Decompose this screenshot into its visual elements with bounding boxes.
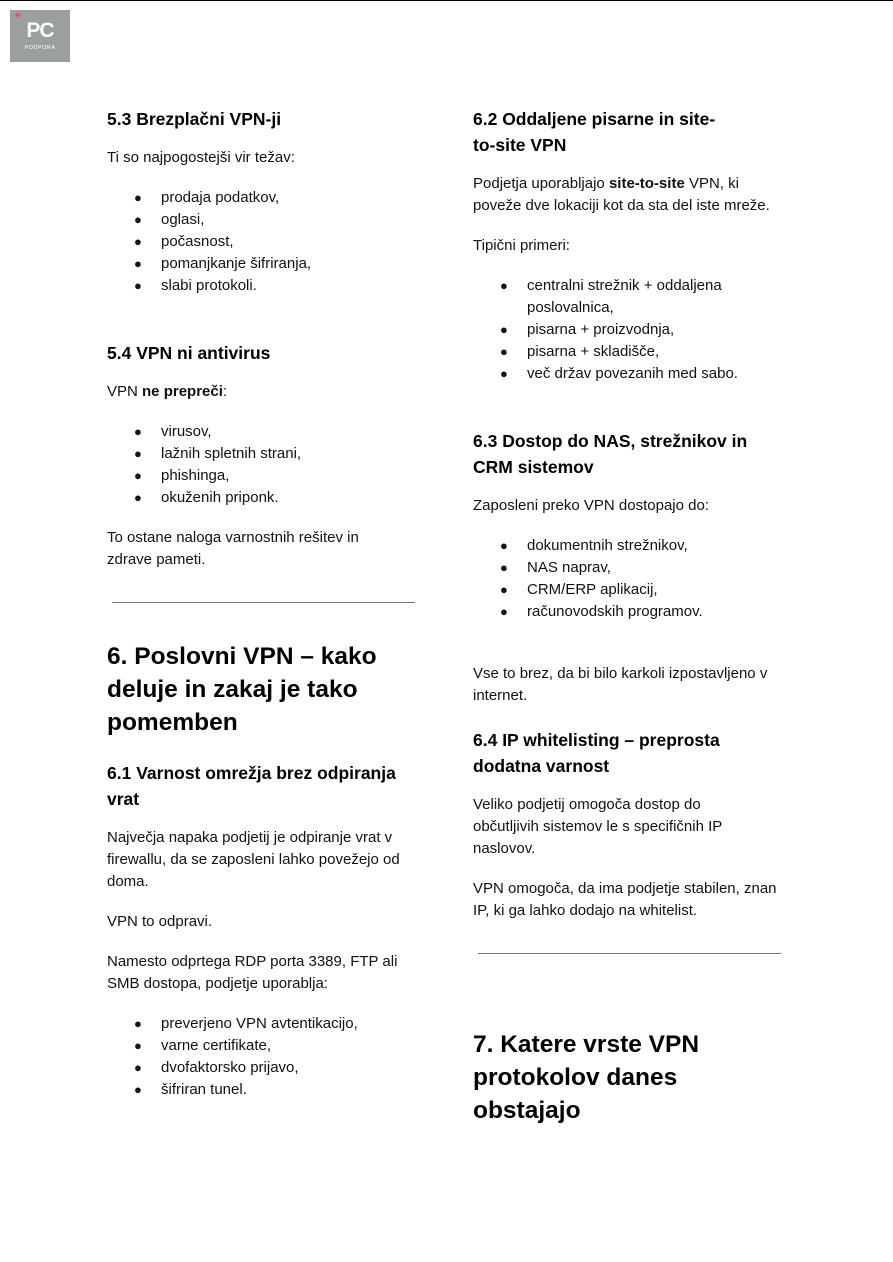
bullet-icon: ●	[134, 1082, 142, 1097]
bullet-icon: ●	[134, 490, 142, 505]
bullet-icon: ●	[134, 1016, 142, 1031]
list-item: ● računovodskih programov.	[473, 601, 793, 623]
bullet-icon: ●	[500, 344, 508, 359]
bullet-icon: ●	[134, 190, 142, 205]
heading-6-4: 6.4 IP whitelisting – preprosta dodatna varnost	[473, 730, 720, 776]
right-column	[473, 106, 793, 1127]
section-divider	[112, 602, 415, 603]
bullet-icon: ●	[134, 446, 142, 461]
bullet-icon: ●	[134, 468, 142, 483]
left-column	[107, 106, 419, 1101]
heading-5-4: 5.4 VPN ni antivirus	[107, 343, 271, 363]
bullet-icon: ●	[500, 560, 508, 575]
paragraph-6-1-c: Namesto odprtega RDP porta 3389, FTP ali SMB dostopa, podjetje uporablja:	[107, 953, 398, 992]
paragraph-6-3-intro: Zaposleni preko VPN dostopajo do:	[473, 497, 709, 514]
paragraph-6-1-a: Največja napaka podjetij je odpiranje vrat v firewallu, da se zaposleni lahko povežejo od doma.	[107, 829, 400, 890]
heading-6-1: 6.1 Varnost omrežja brez odpiranja vrat	[107, 763, 396, 809]
list-item: ● centralni strežnik + oddaljena poslovalnica,	[500, 277, 722, 316]
bullet-icon: ●	[134, 234, 142, 249]
list-item: ● NAS naprav,	[473, 557, 793, 579]
bullet-icon: ●	[500, 278, 508, 293]
pc-podpora-logo	[10, 10, 70, 62]
list-item: ● pomanjkanje šifriranja,	[107, 253, 419, 275]
list-item: ● CRM/ERP aplikacij,	[473, 579, 793, 601]
list-item: ● oglasi,	[107, 209, 419, 231]
list-item: ● šifriran tunel.	[107, 1079, 419, 1101]
list-item: ● preverjeno VPN avtentikacijo,	[107, 1013, 419, 1035]
list-item: ● prodaja podatkov,	[107, 187, 419, 209]
list-item: ● pisarna + skladišče,	[473, 341, 773, 363]
list-item: ● dokumentnih strežnikov,	[473, 535, 793, 557]
list-item: ● okuženih priponk.	[107, 487, 419, 509]
paragraph-6-4-b: VPN omogoča, da ima podjetje stabilen, znan IP, ki ga lahko dodajo na whitelist.	[473, 880, 777, 919]
top-border-line	[0, 0, 893, 1]
logo-subtitle: PODPORA	[24, 45, 56, 51]
list-item: ● več držav povezanih med sabo.	[473, 363, 773, 385]
list-item: ● varne certifikate,	[107, 1035, 419, 1057]
paragraph-6-1-b: VPN to odpravi.	[107, 913, 213, 930]
star-icon: ✦	[13, 10, 23, 22]
paragraph-5-4-intro: VPN ne prepreči:	[107, 383, 228, 400]
paragraph-6-3-outro: Vse to brez, da bi bilo karkoli izpostavljeno v internet.	[473, 665, 768, 704]
bullet-icon: ●	[134, 278, 142, 293]
paragraph-5-4-outro: To ostane naloga varnostnih rešitev in zdrave pameti.	[107, 529, 359, 568]
heading-5-3: 5.3 Brezplačni VPN-ji	[107, 109, 282, 129]
bullet-icon: ●	[134, 1060, 142, 1075]
list-item: ● počasnost,	[107, 231, 419, 253]
list-5-3	[107, 187, 419, 297]
paragraph-6-2-intro: Podjetja uporabljajo site-to-site VPN, ki poveže dve lokaciji kot da sta del iste mreže.	[473, 175, 770, 214]
paragraph-6-2-examples: Tipični primeri:	[473, 237, 570, 254]
paragraph-5-3-intro: Ti so najpogostejši vir težav:	[107, 149, 295, 166]
bullet-icon: ●	[500, 538, 508, 553]
heading-7: 7. Katere vrste VPN protokolov danes obstajajo	[473, 1031, 700, 1124]
list-item: ● slabi protokoli.	[107, 275, 419, 297]
list-item: ● lažnih spletnih strani,	[107, 443, 419, 465]
paragraph-6-4-a: Veliko podjetij omogoča dostop do občutljivih sistemov le s specifičnih IP naslovov.	[473, 796, 722, 857]
list-6-2	[473, 275, 773, 385]
bullet-icon: ●	[500, 582, 508, 597]
bullet-icon: ●	[500, 366, 508, 381]
list-item: ● dvofaktorsko prijavo,	[107, 1057, 419, 1079]
list-item: ● pisarna + proizvodnja,	[473, 319, 773, 341]
heading-6-2: 6.2 Oddaljene pisarne in site-to-site VPN	[473, 109, 716, 155]
list-6-3	[473, 535, 793, 623]
bullet-icon: ●	[134, 424, 142, 439]
logo-mark: PC	[26, 19, 54, 42]
bullet-icon: ●	[500, 322, 508, 337]
heading-6-3: 6.3 Dostop do NAS, strežnikov in CRM sistemov	[473, 431, 748, 477]
bullet-icon: ●	[134, 1038, 142, 1053]
bullet-icon: ●	[134, 256, 142, 271]
bullet-icon: ●	[134, 212, 142, 227]
list-6-1	[107, 1013, 419, 1101]
section-divider	[478, 953, 781, 954]
heading-6: 6. Poslovni VPN – kako deluje in zakaj je tako pomemben	[107, 643, 377, 736]
bullet-icon: ●	[500, 604, 508, 619]
list-item: ● phishinga,	[107, 465, 419, 487]
list-item: ● virusov,	[107, 421, 419, 443]
list-5-4	[107, 421, 419, 509]
